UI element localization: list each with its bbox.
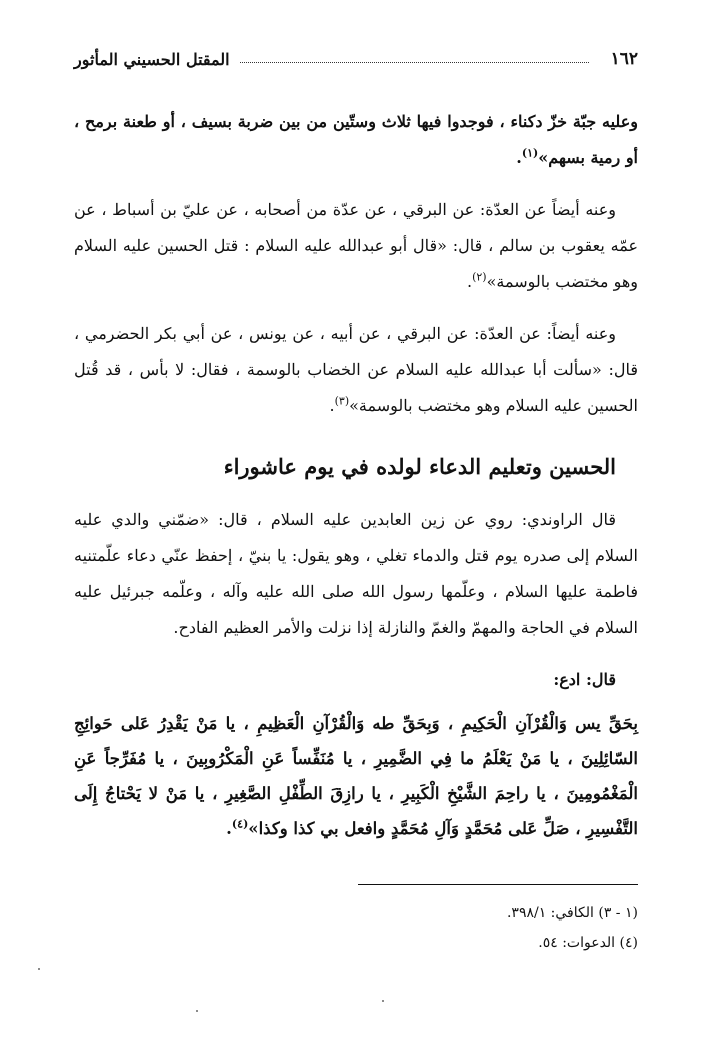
header-dotted-leader: [240, 62, 589, 63]
footnote-separator: [358, 884, 638, 885]
scan-speck: [196, 1010, 198, 1012]
prayer-text: بِحَقِّ يس وَالْقُرْآنِ الْحَكِيمِ ، وَبِحَقِّ طه وَالْقُرْآنِ الْعَظِيمِ ، يا مَنْ يَقْدِرُ عَلى حَوائِجِ السّائِلِينَ ، يا مَنْ يَعْلَمُ ما فِي الضَّمِيرِ ، يا مُنَفِّساً عَنِ الْمَكْرُوبِينَ ، يا مُفَرِّجاً عَنِ الْمَغْمُومِينَ ، يا راحِمَ الشَّيْخِ الْكَبِيرِ ، يا رازِقَ الطِّفْلِ الصَّغِيرِ ، يا مَنْ لا يَحْتاجُ إِلَى التَّفْسِيرِ ، صَلِّ عَلى مُحَمَّدٍ وَآلِ مُحَمَّدٍ وافعل بي كذا وكذا»$^{(٤)}$.: [74, 714, 638, 838]
paragraph-3-text: وعنه أيضاً: عن العدّة: عن البرقي ، عن أبيه ، عن يونس ، عن أبي بكر الحضرمي ، قال: «سألت أبا عبدالله عليه السلام عن الخضاب بالوسمة ، فقال: لا بأس ، قد قُتل الحسين عليه السلام وهو مختضب بالوسمة»: [74, 324, 638, 415]
footnote-ref-4[interactable]: (٤): [231, 817, 249, 831]
main-text: [74, 104, 638, 862]
paragraph-2: وعنه أيضاً عن العدّة: عن البرقي ، عن عدّة من أصحابه ، عن عليّ بن أسباط ، عن عمّه يعقوب بن سالم ، قال: «قال أبو عبدالله عليه السلام : قتل الحسين عليه السلام وهو مختضب بالوسمة»$^{(٢)}$.: [74, 200, 638, 291]
section-heading: الحسين وتعليم الدعاء لولده في يوم عاشوراء: [223, 454, 616, 479]
footnote-ref-1[interactable]: (١): [521, 146, 539, 160]
footnote-1-text: الكافي: ٣٩٨/١.: [506, 905, 594, 921]
page-number: ١٦٢: [610, 49, 638, 69]
footnote-1-number: (١ - ٣): [598, 905, 638, 921]
footnote-2-text: الدعوات: ٥٤.: [538, 935, 616, 951]
footnote-2: [238, 930, 638, 956]
scan-speck: [382, 1000, 384, 1002]
running-header: [74, 46, 638, 72]
scan-speck: [38, 968, 40, 970]
paragraph-1-text: وعليه جبّة خزّ دكناء ، فوجدوا فيها ثلاث وستّين من بين ضربة بسيف ، أو طعنة برمح ، أو رمية بسهم»: [74, 112, 639, 167]
footnote-ref-2[interactable]: (٢): [472, 270, 487, 284]
section-intro: قال الراوندي: روي عن زين العابدين عليه السلام ، قال: «ضمّني والدي عليه السلام إلى صدره يوم قتل والدماء تغلي ، وهو يقول: يا بنيّ ، إحفظ عنّي دعاء علّمتنيه فاطمة عليها السلام ، وعلّمها رسول الله صلى الله عليه وآله ، وعلّمه جبرئيل عليه السلام في الحاجة والمهمّ والغمّ والنازلة إذا نزلت والأمر العظيم الفادح.: [74, 510, 638, 637]
footnotes: [238, 900, 638, 960]
book-title: المقتل الحسيني المأثور: [74, 49, 230, 69]
paragraph-3: وعنه أيضاً: عن العدّة: عن البرقي ، عن أبيه ، عن يونس ، عن أبي بكر الحضرمي ، قال: «سألت أبا عبدالله عليه السلام عن الخضاب بالوسمة ، فقال: لا بأس ، قد قُتل الحسين عليه السلام وهو مختضب بالوسمة»$^{(٣)}$.: [74, 324, 638, 415]
footnote-2-number: (٤): [619, 935, 638, 951]
prayer-label: قال: ادع:: [553, 670, 616, 689]
paragraph-1: وعليه جبّة خزّ دكناء ، فوجدوا فيها ثلاث وستّين من بين ضربة بسيف ، أو طعنة برمح ، أو رمية بسهم»$^{(١)}$.: [74, 112, 639, 167]
footnote-1: [238, 900, 638, 926]
footnote-ref-3[interactable]: (٣): [334, 394, 350, 408]
paragraph-2-text: وعنه أيضاً عن العدّة: عن البرقي ، عن عدّة من أصحابه ، عن عليّ بن أسباط ، عن عمّه يعقوب بن سالم ، قال: «قال أبو عبدالله عليه السلام : قتل الحسين عليه السلام وهو مختضب بالوسمة»: [74, 200, 638, 291]
prayer-body: بِحَقِّ يس وَالْقُرْآنِ الْحَكِيمِ ، وَبِحَقِّ طه وَالْقُرْآنِ الْعَظِيمِ ، يا مَنْ يَقْدِرُ عَلى حَوائِجِ السّائِلِينَ ، يا مَنْ يَعْلَمُ ما فِي الضَّمِيرِ ، يا مُنَفِّساً عَنِ الْمَكْرُوبِينَ ، يا مُفَرِّجاً عَنِ الْمَغْمُومِينَ ، يا راحِمَ الشَّيْخِ الْكَبِيرِ ، يا رازِقَ الطِّفْلِ الصَّغِيرِ ، يا مَنْ لا يَحْتاجُ إِلَى التَّفْسِيرِ ، صَلِّ عَلى مُحَمَّدٍ وَآلِ مُحَمَّدٍ وافعل بي كذا وكذا»: [74, 714, 638, 838]
